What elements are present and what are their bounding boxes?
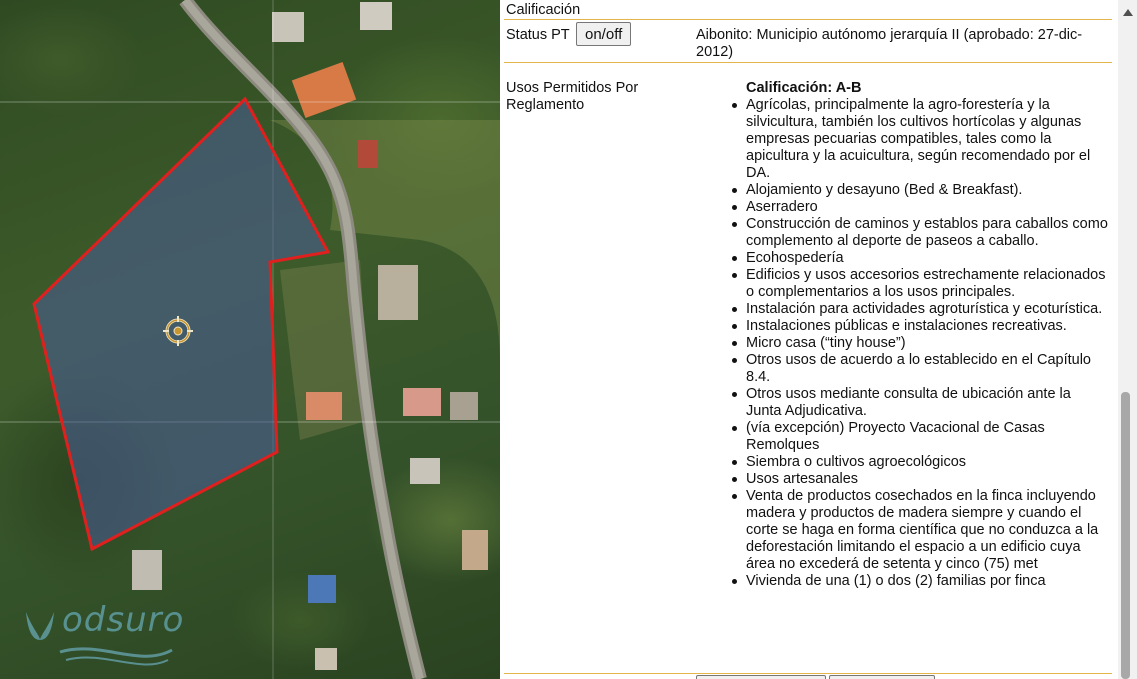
- watermark-text: odsuro: [62, 600, 185, 640]
- list-item: Otros usos de acuerdo a lo establecido en el Capítulo 8.4.: [746, 352, 1108, 386]
- list-item: Alojamiento y desayuno (Bed & Breakfast).: [746, 182, 1108, 199]
- status-label: Status PT: [506, 27, 570, 43]
- list-item: Instalación para actividades agroturística y ecoturística.: [746, 301, 1108, 318]
- map-building: [410, 458, 440, 484]
- status-toggle-button[interactable]: on/off: [576, 22, 631, 46]
- map-building: [272, 12, 304, 42]
- map-building: [358, 140, 378, 168]
- map-building: [462, 530, 488, 570]
- bottom-action-button[interactable]: [829, 675, 935, 679]
- info-panel: [500, 0, 1118, 679]
- scroll-up-arrow-icon[interactable]: [1123, 9, 1133, 16]
- list-item: Construcción de caminos y establos para caballos como complemento al deporte de paseos a caballo.: [746, 216, 1108, 249]
- list-item: Siembra o cultivos agroecológicos: [746, 454, 1108, 471]
- bottom-action-button[interactable]: [696, 675, 826, 679]
- map-building: [378, 265, 418, 320]
- scrollbar-thumb[interactable]: [1121, 392, 1130, 679]
- divider: [504, 62, 1112, 63]
- map-building: [306, 392, 342, 420]
- list-item: Agrícolas, principalmente la agro-forestería y la silvicultura, también los cultivos hortícolas y algunas empresas pecuarias compatibles, tales como la apicultura y la acuicultura, según recomendado por el DA.: [746, 97, 1108, 182]
- parcel-polygon[interactable]: [34, 99, 328, 549]
- list-item: Micro casa (“tiny house”): [746, 335, 1108, 352]
- list-item: Venta de productos cosechados en la finca incluyendo madera y productos de madera siempre y cuando el corte se haga en forma científica que no conduzca a la deforestación limitando el espacio a un edificio cuya área no excederá de setenta y cinco (75) met: [746, 488, 1108, 573]
- usos-list: [746, 97, 1108, 590]
- map-building: [450, 392, 478, 420]
- list-item: Edificios y usos accesorios estrechamente relacionados o complementarios a los usos principales.: [746, 267, 1108, 301]
- map-building: [132, 550, 162, 590]
- list-item: Usos artesanales: [746, 471, 1108, 488]
- list-item: Ecohospedería: [746, 250, 1108, 267]
- list-item: Vivienda de una (1) o dos (2) familias por finca: [746, 573, 1108, 590]
- map-building: [403, 388, 441, 416]
- map-building: [360, 2, 392, 30]
- map-building: [315, 648, 337, 670]
- divider: [504, 19, 1112, 20]
- map-building: [308, 575, 336, 603]
- usos-label: Usos Permitidos Por Reglamento: [506, 80, 639, 113]
- map-overlay: [0, 0, 500, 679]
- map-building: [292, 62, 356, 118]
- list-item: (vía excepción) Proyecto Vacacional de Casas Remolques: [746, 420, 1108, 454]
- status-value: Aibonito: Municipio autónomo jerarquía II (aprobado: 27-dic-2012): [696, 27, 1083, 60]
- calificacion-title: Calificación: A-B: [746, 80, 862, 96]
- list-item: Otros usos mediante consulta de ubicación ante la Junta Adjudicativa.: [746, 386, 1108, 420]
- satellite-map[interactable]: [0, 0, 500, 679]
- list-item: Instalaciones públicas e instalaciones recreativas.: [746, 318, 1108, 335]
- vertical-scrollbar[interactable]: [1118, 0, 1137, 679]
- divider: [504, 673, 1112, 674]
- section-header: Calificación: [506, 2, 581, 18]
- list-item: Aserradero: [746, 199, 1108, 216]
